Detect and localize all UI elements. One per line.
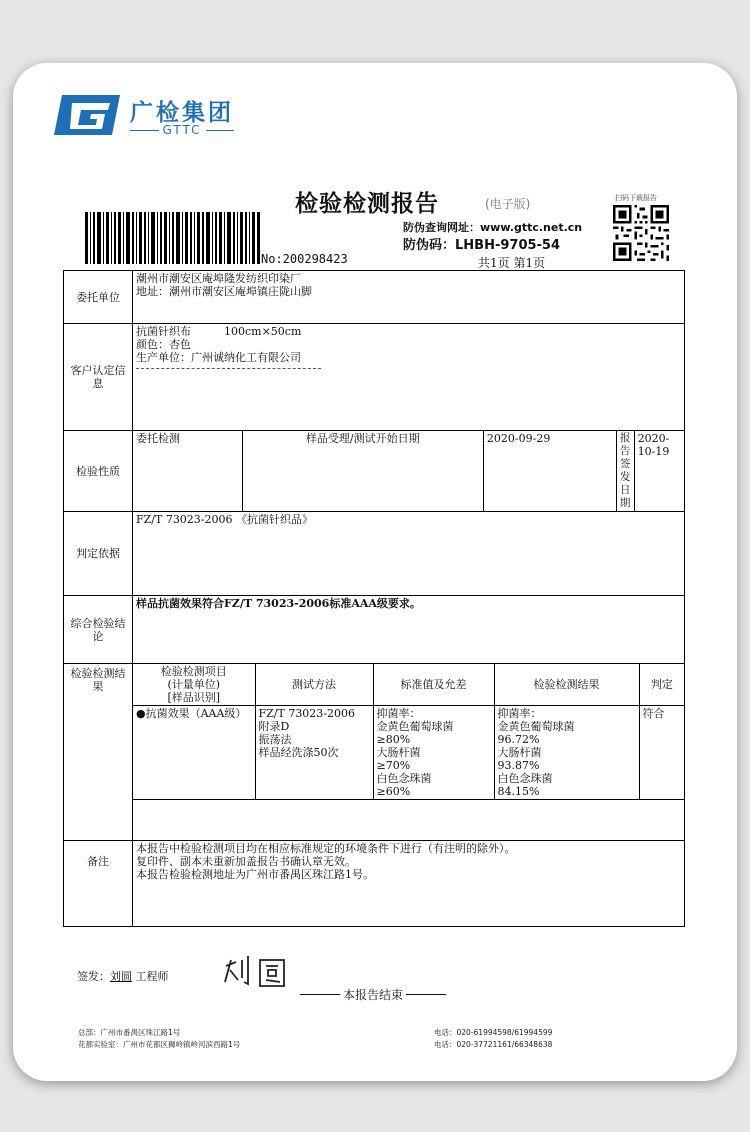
nature-label: 检验性质 bbox=[64, 431, 133, 512]
producer-line: 生产单位：广州诚纳化工有限公司 bbox=[136, 351, 301, 364]
conclusion-row bbox=[64, 596, 685, 664]
color-line: 颜色：杏色 bbox=[136, 338, 191, 351]
verify-url: 防伪查询网址：www.gttc.net.cn bbox=[403, 221, 583, 234]
results-data-row bbox=[133, 706, 684, 800]
item-cell: ●抗菌效果（AAA级） bbox=[133, 706, 255, 800]
report-table bbox=[63, 270, 685, 927]
results-table bbox=[133, 664, 684, 840]
results-cell bbox=[133, 664, 685, 841]
dashed-divider bbox=[136, 368, 321, 369]
basis-row bbox=[64, 512, 685, 596]
conclusion-value: 样品抗菌效果符合FZ/T 73023-2006标准AAA级要求。 bbox=[133, 596, 685, 664]
remarks-label: 备注 bbox=[64, 840, 133, 926]
client-label: 委托单位 bbox=[64, 271, 133, 324]
results-empty-row bbox=[133, 800, 684, 840]
client-address: 地址：潮州市潮安区庵埠镇庄陇山脚 bbox=[136, 285, 312, 298]
product-line: 抗菌针织布 100cm×50cm bbox=[136, 325, 302, 338]
brand-name: 广检集团 bbox=[130, 100, 234, 126]
remarks-row bbox=[64, 840, 685, 926]
qr-code-icon bbox=[613, 205, 669, 261]
standard-header: 标准值及允差 bbox=[373, 664, 494, 706]
result-header: 检验检测结果 bbox=[494, 664, 639, 706]
standard-cell: 抑菌率： 金黄色葡萄球菌 ≥80% 大肠杆菌 ≥70% 白色念珠菌 ≥60% bbox=[373, 706, 494, 800]
receipt-date: 2020-09-29 bbox=[483, 431, 616, 512]
basis-value: FZ/T 73023-2006 《抗菌针织品》 bbox=[133, 512, 685, 596]
footer-tel-1: 电话：020-61994598/61994599 bbox=[434, 1028, 553, 1037]
report-number: No:200298423 bbox=[261, 252, 348, 266]
footer-hq: 总部：广州市番禺区珠江路1号 bbox=[78, 1028, 181, 1037]
results-header-row bbox=[133, 664, 684, 706]
handwritten-signature bbox=[222, 952, 292, 992]
customer-info-value bbox=[133, 324, 685, 431]
customer-info-label: 客户认定信息 bbox=[64, 324, 133, 431]
page-count: 共1页 第1页 bbox=[478, 256, 546, 270]
signoff: 签发：刘圆 工程师 bbox=[77, 970, 169, 983]
conclusion-label: 综合检验结论 bbox=[64, 596, 133, 664]
issue-date: 2020-10-19 bbox=[634, 431, 684, 512]
item-header: 检验检测项目 (计量单位) [样品识别] bbox=[133, 664, 255, 706]
edition-label: (电子版) bbox=[485, 197, 531, 211]
footer-lab: 花都实验室：广州市花都区狮岭镇岭河滨西路1号 bbox=[78, 1040, 241, 1049]
barcode bbox=[85, 212, 260, 264]
client-value bbox=[133, 271, 685, 324]
judgement-cell: 符合 bbox=[639, 706, 684, 800]
anti-fake-code: 防伪码：LHBH-9705-54 bbox=[403, 238, 561, 253]
remarks-value: 本报告中检验检测项目均在相应标准规定的环境条件下进行（有注明的除外）。 复印件、副本未重新加盖报告书确认章无效。 本报告检验检测地址为广州市番禺区珠江路1号。 bbox=[133, 840, 685, 926]
nature-value: 委托检测 bbox=[133, 431, 243, 512]
customer-info-row bbox=[64, 324, 685, 431]
signer-name: 刘圆 bbox=[110, 970, 132, 983]
qr-caption: 扫码下载报告 bbox=[615, 194, 657, 202]
gttc-logo-icon bbox=[52, 93, 122, 137]
basis-label: 判定依据 bbox=[64, 512, 133, 596]
judgement-header: 判定 bbox=[639, 664, 684, 706]
footer-tel-2: 电话：020-37721161/66348638 bbox=[434, 1040, 553, 1049]
report-title: 检验检测报告 bbox=[295, 191, 439, 217]
receipt-date-label: 样品受理/测试开始日期 bbox=[242, 431, 483, 512]
report-end: 本报告结束 bbox=[300, 986, 446, 1003]
inspection-row bbox=[64, 431, 685, 512]
result-cell: 抑菌率： 金黄色葡萄球菌 96.72% 大肠杆菌 93.87% 白色念珠菌 84.15% bbox=[494, 706, 639, 800]
results-label: 检验检测结果 bbox=[64, 664, 133, 841]
brand-sub: GTTC bbox=[130, 123, 234, 137]
issue-date-label: 报告签发日期 bbox=[616, 431, 634, 512]
client-name: 潮州市潮安区庵埠隆发纺织印染厂 bbox=[136, 272, 301, 285]
method-header: 测试方法 bbox=[255, 664, 373, 706]
results-row bbox=[64, 664, 685, 841]
method-cell: FZ/T 73023-2006 附录D 振荡法 样品经洗涤50次 bbox=[255, 706, 373, 800]
client-row bbox=[64, 271, 685, 324]
